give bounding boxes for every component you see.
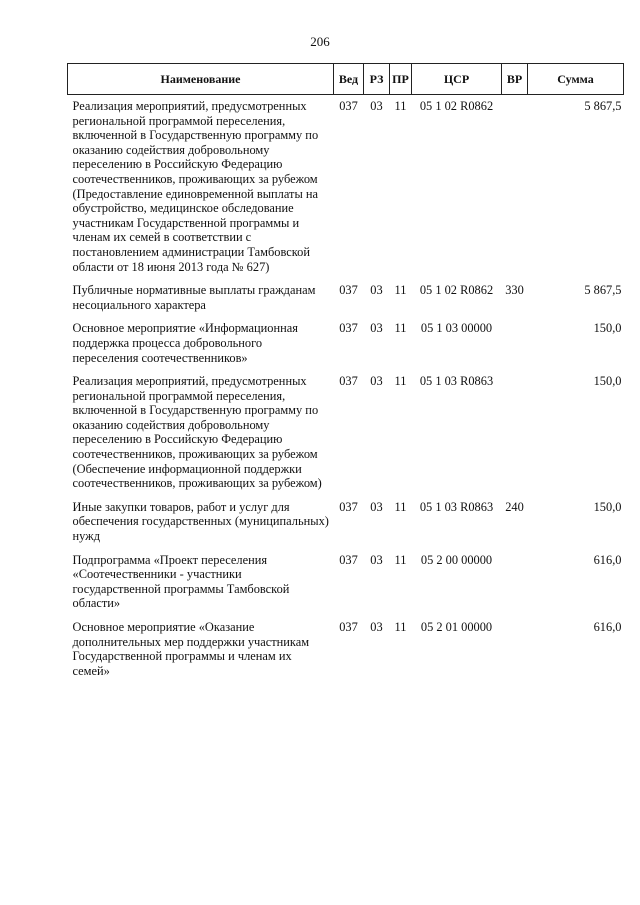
row-pr: 11 bbox=[394, 321, 407, 336]
row-name: Основное мероприятие «Оказание дополнительных мер поддержки участникам Государственной программы и членам их семей» bbox=[72, 620, 310, 678]
row-ved: 037 bbox=[339, 99, 358, 113]
row-csr: 05 1 03 R0863 bbox=[419, 374, 494, 389]
row-sum: 616,0 bbox=[593, 552, 622, 567]
page-number: 206 bbox=[310, 34, 330, 49]
row-ved: 037 bbox=[339, 620, 358, 634]
row-csr: 05 1 02 R0862 bbox=[419, 99, 494, 113]
table-row bbox=[68, 321, 624, 374]
row-sum: 150,0 bbox=[593, 374, 622, 389]
row-ved: 037 bbox=[339, 283, 358, 298]
header-vr: ВР bbox=[502, 64, 528, 95]
row-rz: 03 bbox=[370, 552, 383, 567]
row-name: Реализация мероприятий, предусмотренных региональной программой переселения, включенной в Государственную программу по оказанию содействия добровольному переселению в Российскую Федерацию соотечественников, проживающих за рубежом (Обеспечение информационной поддержки соотечественников, проживающих за рубежом) bbox=[72, 374, 322, 491]
row-rz: 03 bbox=[370, 620, 383, 634]
row-rz: 03 bbox=[370, 374, 383, 389]
row-sum: 150,0 bbox=[593, 321, 622, 336]
row-vr bbox=[502, 553, 528, 620]
row-vr bbox=[502, 620, 528, 687]
table-row bbox=[68, 500, 624, 553]
row-rz: 03 bbox=[370, 499, 383, 514]
row-pr: 11 bbox=[394, 374, 407, 389]
row-vr bbox=[502, 374, 528, 500]
row-vr bbox=[502, 95, 528, 284]
row-csr: 05 1 03 00000 bbox=[420, 321, 493, 336]
row-sum: 616,0 bbox=[593, 620, 622, 634]
header-name: Наименование bbox=[68, 64, 334, 95]
row-vr bbox=[502, 321, 528, 374]
header-rz: РЗ bbox=[364, 64, 390, 95]
header-ved: Вед bbox=[334, 64, 364, 95]
header-csr: ЦСР bbox=[412, 64, 502, 95]
row-pr: 11 bbox=[394, 99, 407, 113]
row-pr: 11 bbox=[394, 620, 407, 634]
header-sum: Сумма bbox=[528, 64, 624, 95]
row-ved: 037 bbox=[339, 499, 358, 514]
table-row bbox=[68, 95, 624, 284]
row-name: Реализация мероприятий, предусмотренных региональной программой переселения, включенной в Государственную программу по оказанию содействия добровольному переселению в Российскую Федерацию соотечественников, проживающих за рубежом (Предоставление единовременной выплаты на обустройство, медицинское обследование участникам Государственной программы и членам их семей в соответствии с постановлением администрации Тамбовской области от 18 июня 2013 года № 627) bbox=[72, 99, 319, 274]
table-row bbox=[68, 553, 624, 620]
row-vr: 330 bbox=[505, 283, 524, 298]
row-name: Основное мероприятие «Информационная поддержка процесса добровольного переселения соотечественников» bbox=[72, 321, 298, 365]
row-ved: 037 bbox=[339, 321, 358, 336]
row-csr: 05 1 03 R0863 bbox=[419, 499, 494, 514]
row-pr: 11 bbox=[394, 552, 407, 567]
row-sum: 150,0 bbox=[593, 499, 622, 514]
row-rz: 03 bbox=[370, 283, 383, 298]
row-pr: 11 bbox=[394, 499, 407, 514]
table-header-row bbox=[68, 64, 624, 95]
row-rz: 03 bbox=[370, 99, 383, 113]
row-rz: 03 bbox=[370, 321, 383, 336]
row-ved: 037 bbox=[339, 374, 358, 389]
row-csr: 05 2 00 00000 bbox=[420, 552, 493, 567]
budget-table bbox=[67, 63, 624, 687]
row-ved: 037 bbox=[339, 552, 358, 567]
row-name: Публичные нормативные выплаты гражданам несоциального характера bbox=[72, 283, 316, 312]
row-name: Иные закупки товаров, работ и услуг для обеспечения государственных (муниципальных) нужд bbox=[72, 499, 329, 544]
row-vr: 240 bbox=[505, 499, 524, 514]
row-name: Подпрограмма «Проект переселения «Соотечественники - участники государственной программы Тамбовской области» bbox=[72, 552, 290, 611]
row-sum: 5 867,5 bbox=[584, 99, 622, 113]
table-row bbox=[68, 620, 624, 687]
table-row bbox=[68, 283, 624, 321]
header-pr: ПР bbox=[390, 64, 412, 95]
row-csr: 05 2 01 00000 bbox=[420, 620, 493, 634]
row-csr: 05 1 02 R0862 bbox=[419, 283, 494, 298]
row-sum: 5 867,5 bbox=[584, 283, 622, 298]
row-pr: 11 bbox=[394, 283, 407, 298]
table-row bbox=[68, 374, 624, 500]
